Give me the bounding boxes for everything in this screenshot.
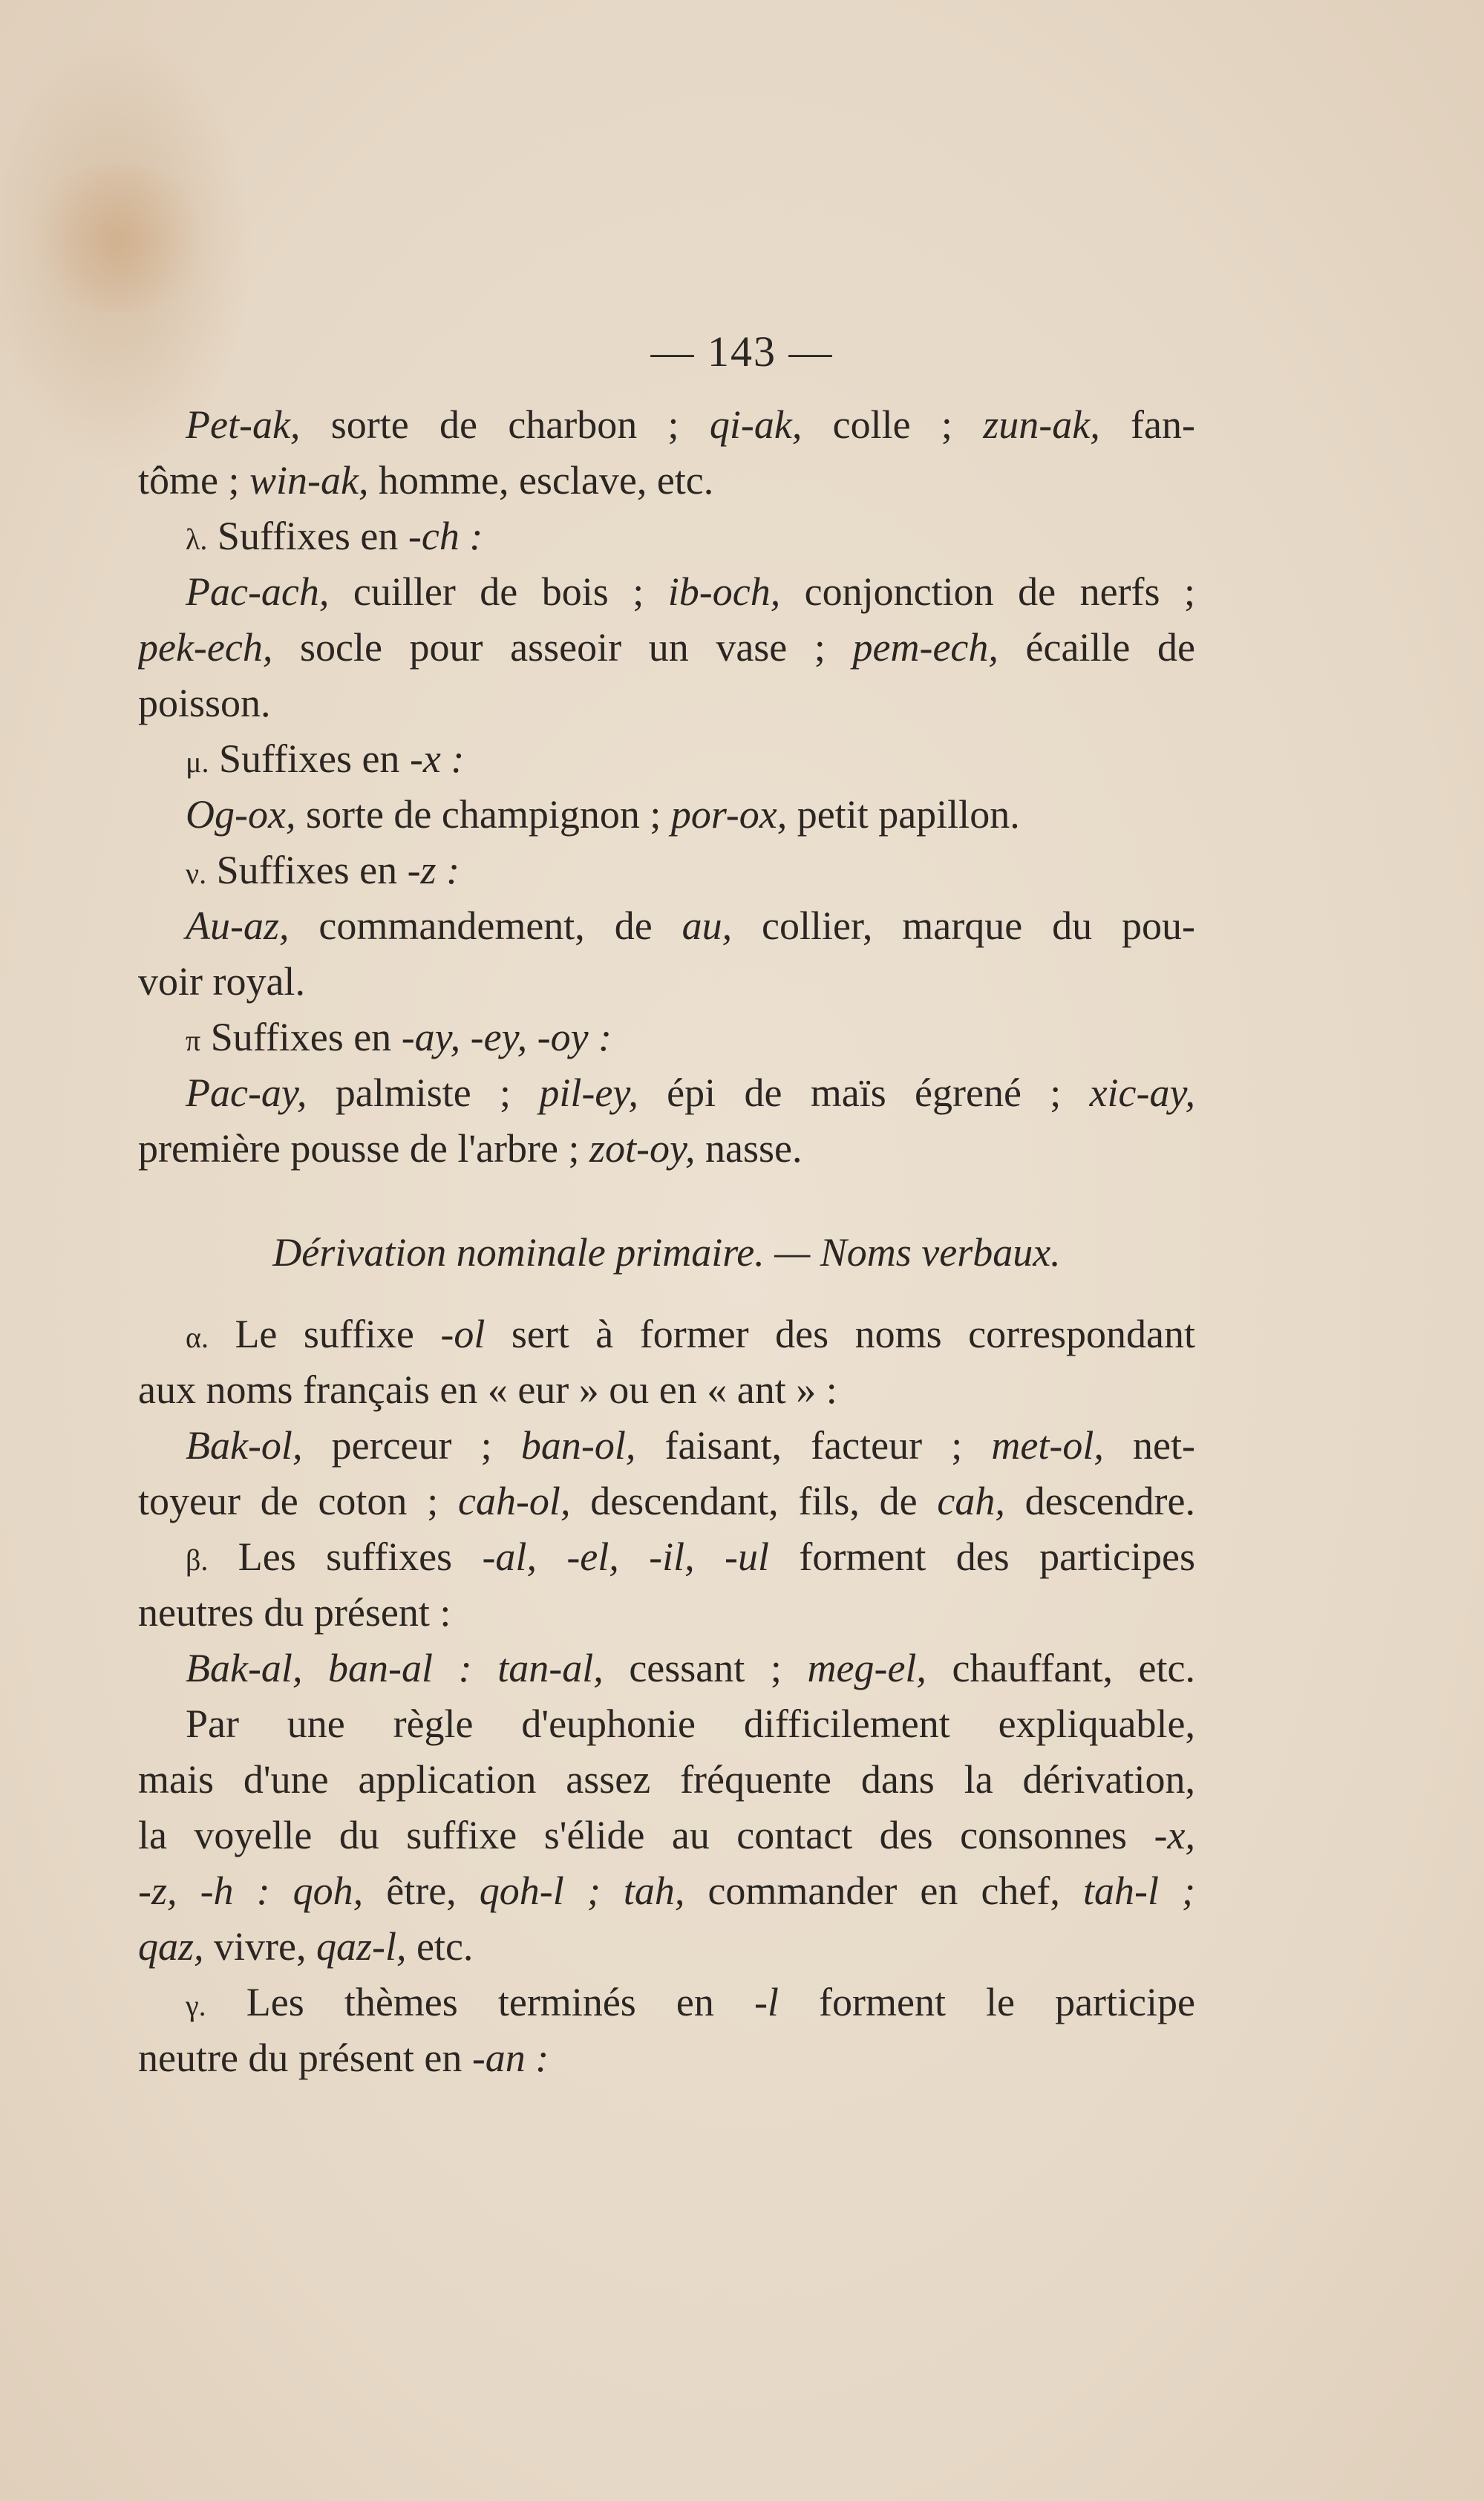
text-run: palmiste ;	[307, 1070, 540, 1115]
text-run: socle pour asseoir un vase ;	[272, 625, 853, 670]
text-line	[138, 1863, 1195, 1919]
text-run: sert à former des noms correspondant	[485, 1312, 1195, 1356]
text-run: faisant, facteur ;	[635, 1423, 992, 1468]
italic-term: Au-az,	[186, 903, 290, 948]
text-line	[138, 509, 1195, 564]
text-run: Les thèmes terminés en	[206, 1980, 754, 2024]
text-run: être,	[363, 1869, 480, 1913]
italic-term: cah-ol,	[457, 1479, 571, 1523]
italic-term: -z, -h : qoh,	[138, 1869, 364, 1913]
list-marker: ν.	[186, 857, 207, 890]
text-run: poisson.	[138, 681, 271, 725]
text-run: homme, esclave, etc.	[368, 458, 714, 503]
text-line	[138, 1641, 1195, 1696]
text-run: Les suffixes	[208, 1534, 483, 1579]
italic-term: pek-ech,	[138, 625, 273, 670]
italic-term: -ay, -ey, -oy :	[401, 1015, 612, 1059]
text-run: nasse.	[695, 1126, 803, 1171]
italic-term: meg-el,	[807, 1646, 926, 1690]
text-run: première pousse de l'arbre ;	[138, 1126, 589, 1171]
text-run: Suffixes en	[206, 848, 408, 892]
text-run: Par une règle d'euphonie difficilement expliquable,	[186, 1701, 1195, 1746]
text-line	[138, 1010, 1195, 1065]
text-run: sorte de champignon ;	[295, 792, 671, 837]
text-run: collier, marque du pou-	[732, 903, 1195, 948]
text-run: commandement, de	[289, 903, 682, 948]
text-run: vivre,	[203, 1924, 316, 1969]
text-run: neutres du présent :	[138, 1590, 451, 1635]
text-line	[138, 1585, 1195, 1641]
list-marker: λ.	[186, 523, 208, 556]
italic-term: ban-ol,	[520, 1423, 636, 1468]
italic-term: -l	[754, 1980, 779, 2024]
text-line	[138, 843, 1195, 898]
list-marker: β.	[186, 1543, 209, 1577]
italic-term: -z :	[407, 848, 460, 892]
text-line	[138, 1307, 1195, 1362]
text-line	[138, 731, 1195, 787]
text-run: toyeur de coton ;	[138, 1479, 458, 1523]
text-run: commander en chef,	[684, 1869, 1083, 1913]
text-line	[138, 1418, 1195, 1474]
text-line	[138, 787, 1195, 843]
text-line	[138, 1121, 1195, 1177]
italic-term: au,	[681, 903, 733, 948]
italic-term: ib-och,	[667, 569, 781, 614]
text-run: cessant ;	[603, 1646, 808, 1690]
italic-term: xic-ay,	[1089, 1070, 1195, 1115]
italic-term: Bak-ol,	[186, 1423, 303, 1468]
text-run: Suffixes en	[207, 514, 408, 558]
italic-term: pem-ech,	[852, 625, 998, 670]
italic-term: Og-ox,	[186, 792, 296, 837]
text-run: épi de maïs égrené ;	[638, 1070, 1090, 1115]
text-run: descendant, fils, de	[570, 1479, 938, 1523]
italic-term: cah,	[937, 1479, 1005, 1523]
text-run: mais d'une application assez fréquente dans la dérivation,	[138, 1757, 1195, 1802]
text-line	[138, 1919, 1195, 1975]
italic-term: -an :	[471, 2036, 549, 2080]
text-run: petit papillon.	[787, 792, 1020, 837]
list-marker: α.	[186, 1321, 209, 1354]
text-line	[138, 1474, 1195, 1529]
text-line	[138, 1362, 1195, 1418]
italic-term: Pac-ach,	[186, 569, 330, 614]
italic-term: Bak-al, ban-al : tan-al,	[186, 1646, 604, 1690]
italic-term: met-ol,	[991, 1423, 1104, 1468]
text-block-1	[138, 397, 1195, 1177]
paper-stain	[22, 163, 215, 312]
italic-term: -al, -el, -il, -ul	[482, 1534, 770, 1579]
text-line	[138, 564, 1195, 620]
text-line	[138, 954, 1195, 1010]
text-run: aux noms français en « eur » ou en « ant » :	[138, 1367, 837, 1412]
text-line	[138, 453, 1195, 509]
text-run: Le suffixe	[208, 1312, 441, 1356]
text-run: sorte de charbon ;	[300, 402, 710, 447]
text-run: Suffixes en	[200, 1015, 402, 1059]
body-text	[138, 397, 1195, 2086]
text-line	[138, 1696, 1195, 1752]
italic-term: por-ox,	[670, 792, 788, 837]
text-line	[138, 676, 1195, 731]
italic-term: pil-ey,	[539, 1070, 638, 1115]
section-heading: Dérivation nominale primaire. — Noms verbaux.	[272, 1230, 1061, 1275]
text-run: etc.	[406, 1924, 474, 1969]
text-run: net-	[1103, 1423, 1195, 1468]
italic-term: qi-ak,	[709, 402, 803, 447]
italic-term: win-ak,	[249, 458, 369, 503]
text-run: cuiller de bois ;	[329, 569, 668, 614]
text-line	[138, 1975, 1195, 2030]
text-run: descendre.	[1004, 1479, 1195, 1523]
text-run: forment le participe	[778, 1980, 1195, 2024]
text-line	[138, 2030, 1195, 2086]
text-run: colle ;	[802, 402, 984, 447]
italic-term: Pac-ay,	[186, 1070, 307, 1115]
text-line	[138, 397, 1195, 453]
text-block-2	[138, 1307, 1195, 2086]
italic-term: qaz-l,	[316, 1924, 407, 1969]
list-marker: μ.	[186, 745, 209, 779]
text-run: forment des participes	[769, 1534, 1195, 1579]
text-run: neutre du présent en	[138, 2036, 472, 2080]
italic-term: qaz,	[138, 1924, 204, 1969]
list-marker: π	[186, 1024, 201, 1057]
text-line	[138, 1529, 1195, 1585]
text-line	[138, 898, 1195, 954]
text-run: conjonction de nerfs ;	[780, 569, 1195, 614]
italic-term: tah-l ;	[1082, 1869, 1195, 1913]
text-line	[138, 620, 1195, 676]
italic-term: -ol	[440, 1312, 486, 1356]
italic-term: -x :	[409, 736, 465, 781]
text-run: Suffixes en	[209, 736, 410, 781]
text-run: perceur ;	[302, 1423, 521, 1468]
italic-term: qoh-l ; tah,	[479, 1869, 685, 1913]
text-run: tôme ;	[138, 458, 249, 503]
italic-term: zun-ak,	[983, 402, 1100, 447]
italic-term: -x,	[1154, 1813, 1195, 1857]
text-line	[138, 1808, 1195, 1863]
list-marker: γ.	[186, 1989, 206, 2022]
italic-term: -ch :	[408, 514, 483, 558]
italic-term: zot-oy,	[589, 1126, 696, 1171]
text-line	[138, 1752, 1195, 1808]
italic-term: Pet-ak,	[186, 402, 301, 447]
text-run: chauffant, etc.	[926, 1646, 1195, 1690]
text-run: la voyelle du suffixe s'élide au contact des consonnes	[138, 1813, 1154, 1857]
page-number: — 143 —	[650, 327, 834, 376]
text-run: voir royal.	[138, 959, 305, 1004]
text-run: fan-	[1099, 402, 1195, 447]
text-run: écaille de	[998, 625, 1195, 670]
text-line	[138, 1065, 1195, 1121]
